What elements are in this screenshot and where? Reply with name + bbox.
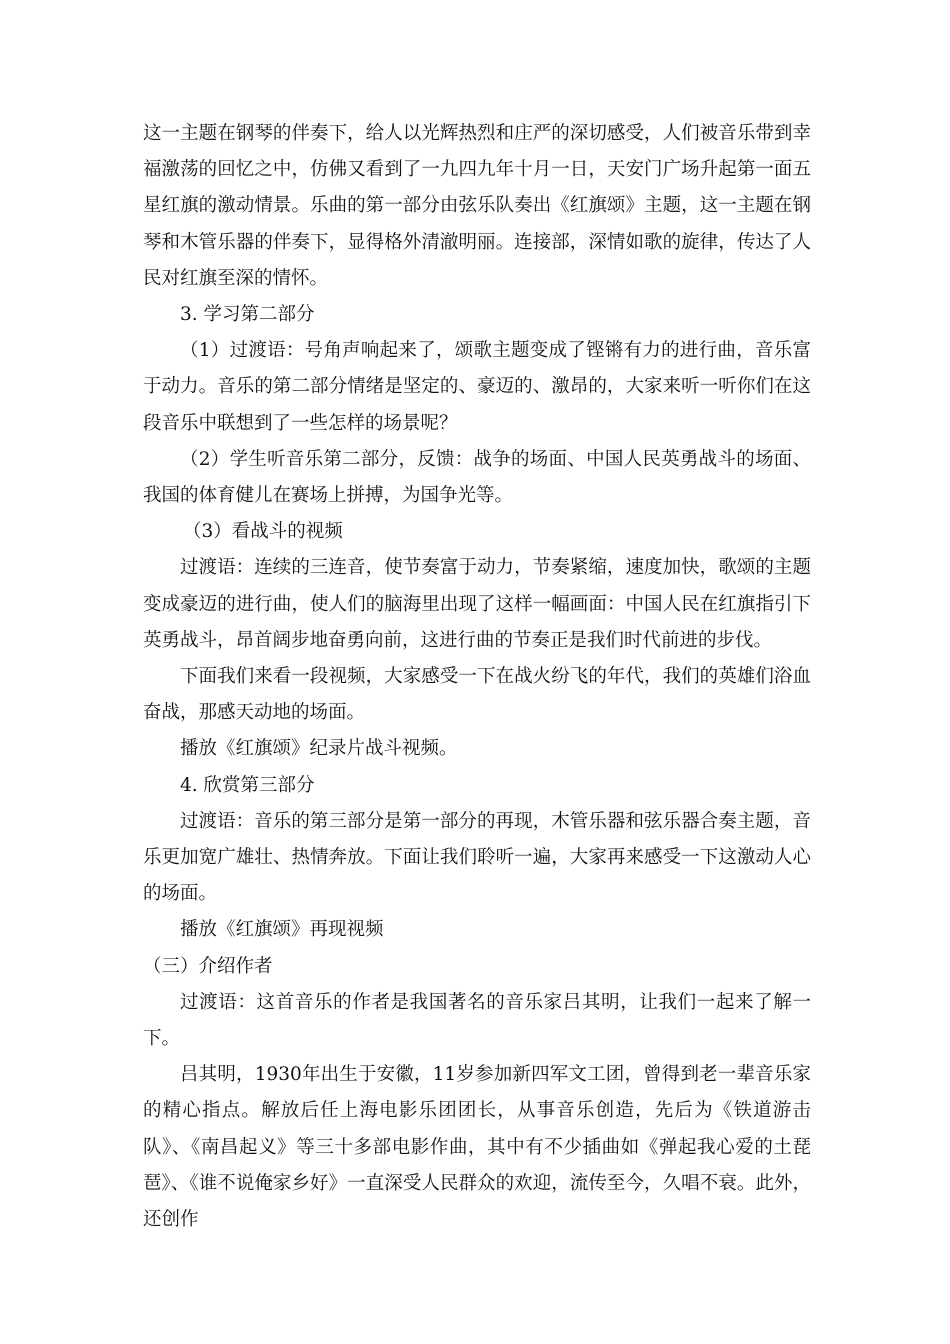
- paragraph-play-reprise-video: 播放《红旗颂》再现视频: [180, 919, 384, 941]
- heading-learn-part-two: 3. 学习第二部分: [180, 304, 315, 326]
- heading-battle-video: （3）看战斗的视频: [183, 521, 343, 543]
- heading-appreciate-part-three: 4. 欣赏第三部分: [180, 774, 315, 796]
- paragraph-video-intro: 下面我们来看一段视频，大家感受一下在战火纷飞的年代，我们的英雄们浴血奋战，那感天动地的场面。: [143, 666, 811, 724]
- paragraph-part-three-transition: 过渡语：音乐的第三部分是第一部分的再现，木管乐器和弦乐器合奏主题，音乐更加宽广雄壮、热情奔放。下面让我们聆听一遍，大家再来感受一下这激动人心的场面。: [143, 810, 811, 905]
- paragraph-composer-biography: 吕其明，1930年出生于安徽，11岁参加新四军文工团，曾得到老一辈音乐家的精心指点。解放后任上海电影乐团团长，从事音乐创造，先后为《铁道游击队》、《南昌起义》等三十多部电影作曲，其中有不少插曲如《弹起我心爱的土琵琶》、《谁不说俺家乡好》一直深受人民群众的欢迎，流传至今，久唱不衰。此外，还创作: [143, 1064, 811, 1231]
- paragraph-play-battle-video: 播放《红旗颂》纪录片战斗视频。: [180, 738, 458, 760]
- document-body: [143, 116, 811, 1238]
- paragraph-composer-transition: 过渡语：这首音乐的作者是我国著名的音乐家吕其明，让我们一起来了解一下。: [143, 991, 811, 1050]
- paragraph-theme-description: 这一主题在钢琴的伴奏下，给人以光辉热烈和庄严的深切感受，人们被音乐带到幸福激荡的回忆之中，仿佛又看到了一九四九年十月一日，天安门广场升起第一面五星红旗的激动情景。乐曲的第一部分由弦乐队奏出《红旗颂》主题，这一主题在钢琴和木管乐器的伴奏下，显得格外清澈明丽。连接部，深情如歌的旋律，传达了人民对红旗至深的情怀。: [143, 123, 811, 289]
- paragraph-transition-part-two: （1）过渡语：号角声响起来了，颂歌主题变成了铿锵有力的进行曲，音乐富于动力。音乐的第二部分情绪是坚定的、豪迈的、激昂的，大家来听一听你们在这段音乐中联想到了一些怎样的场景呢？: [143, 340, 811, 434]
- paragraph-student-feedback: （2）学生听音乐第二部分，反馈：战争的场面、中国人民英勇战斗的场面、我国的体育健儿在赛场上拼搏，为国争光等。: [143, 448, 811, 507]
- paragraph-triplet-transition: 过渡语：连续的三连音，使节奏富于动力，节奏紧缩，速度加快，歌颂的主题变成豪迈的进行曲，使人们的脑海里出现了这样一幅画面：中国人民在红旗指引下英勇战斗，昂首阔步地奋勇向前，这进行曲的节奏正是我们时代前进的步伐。: [143, 557, 811, 651]
- heading-introduce-composer: （三）介绍作者: [143, 955, 273, 977]
